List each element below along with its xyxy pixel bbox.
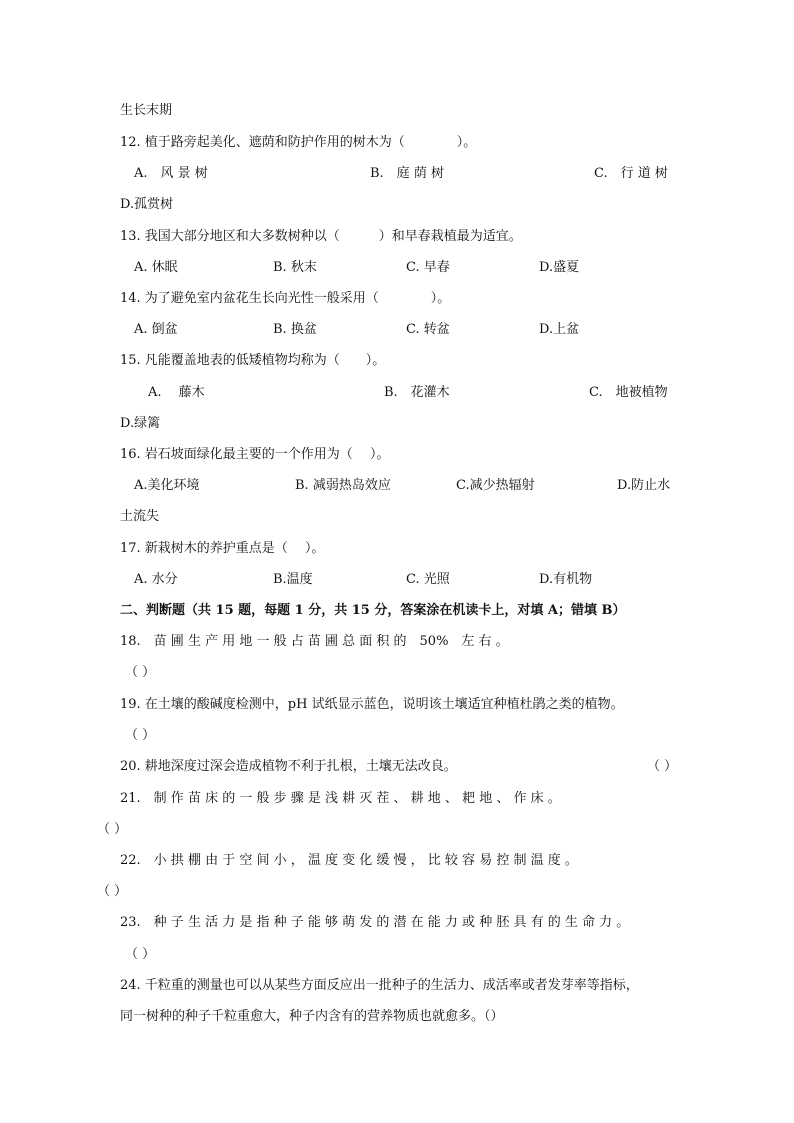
option-a: A. 藤木 — [148, 385, 205, 400]
question-24: 24. 千粒重的测量也可以从某些方面反应出一批种子的生活力、成活率或者发芽率等指标， — [120, 978, 639, 993]
option-c: C. 光照 — [406, 572, 450, 587]
option-b: B.温度 — [273, 572, 313, 587]
option-c: C. 转盆 — [406, 322, 450, 337]
question-19: 19. 在土壤的酸碱度检测中，pH 试纸显示蓝色，说明该土壤适宜种植杜鹃之类的植物。 — [120, 697, 624, 712]
text-line: 土流失 — [120, 509, 160, 524]
question-22: 22. 小 拱 棚 由 于 空 间 小 ， 温 度 变 化 缓 慢 ， 比 较 容 易 控 制 温 度 。 — [120, 853, 578, 868]
option-b: B. 花灌木 — [384, 385, 450, 400]
option-c: C. 早春 — [406, 260, 450, 275]
option-d: D.盛夏 — [539, 260, 580, 275]
option-a: A. 倒盆 — [134, 322, 178, 337]
question-12: 12. 植于路旁起美化、遮荫和防护作用的树木为（ ）。 — [120, 135, 477, 150]
option-d: D.防止水 — [617, 478, 671, 493]
option-d: D.孤赏树 — [120, 197, 174, 212]
option-c: C. 地被植物 — [589, 385, 668, 400]
question-13: 13. 我国大部分地区和大多数树种以（ ）和早春栽植最为适宜。 — [120, 229, 522, 244]
option-b: B. 换盆 — [273, 322, 317, 337]
option-a: A.美化环境 — [134, 478, 200, 493]
option-c: C.减少热辐射 — [456, 478, 535, 493]
option-b: B. 庭 荫 树 — [370, 166, 444, 181]
question-21: 21. 制 作 苗 床 的 一 般 步 骤 是 浅 耕 灭 茬 、 耕 地 、 耙 地 、 作 床 。 — [120, 791, 561, 806]
answer-bracket: （ ） — [125, 728, 156, 743]
question-14: 14. 为了避免室内盆花生长向光性一般采用（ ）。 — [120, 291, 451, 306]
option-d: D.上盆 — [539, 322, 580, 337]
question-15: 15. 凡能覆盖地表的低矮植物均称为（ ）。 — [120, 353, 386, 368]
option-a: A. 水分 — [134, 572, 178, 587]
option-a: A. 休眠 — [134, 260, 178, 275]
question-20: 20. 耕地深度过深会造成植物不利于扎根，土壤无法改良。 — [120, 759, 457, 774]
section-heading: 二、判断题（共 15 题，每题 1 分，共 15 分，答案涂在机读卡上，对填 A；错填 B） — [120, 603, 626, 618]
text-line: 同一树种的种子千粒重愈大，种子内含有的营养物质也就愈多。（） — [120, 1009, 504, 1024]
option-d: D.有机物 — [539, 572, 593, 587]
question-17: 17. 新栽树木的养护重点是（ ）。 — [120, 541, 325, 556]
question-16: 16. 岩石坡面绿化最主要的一个作用为（ ）。 — [120, 447, 390, 462]
answer-bracket: （ ） — [125, 947, 156, 962]
answer-bracket: （ ） — [97, 822, 128, 837]
option-d: D.绿篱 — [120, 416, 161, 431]
question-18: 18. 苗 圃 生 产 用 地 一 般 占 苗 圃 总 面 积 的 50% 左 右 。 — [120, 634, 509, 649]
option-a: A. 风 景 树 — [134, 166, 208, 181]
option-c: C. 行 道 树 — [594, 166, 668, 181]
answer-bracket: （ ） — [125, 665, 156, 680]
option-b: B. 秋末 — [273, 260, 317, 275]
answer-bracket: （ ） — [97, 884, 128, 899]
question-23: 23. 种 子 生 活 力 是 指 种 子 能 够 萌 发 的 潜 在 能 力 或 种 胚 具 有 的 生 命 力 。 — [120, 915, 630, 930]
option-b: B. 减弱热岛效应 — [295, 478, 391, 493]
text-line: 生长末期 — [120, 103, 173, 118]
answer-bracket: （ ） — [647, 759, 678, 774]
